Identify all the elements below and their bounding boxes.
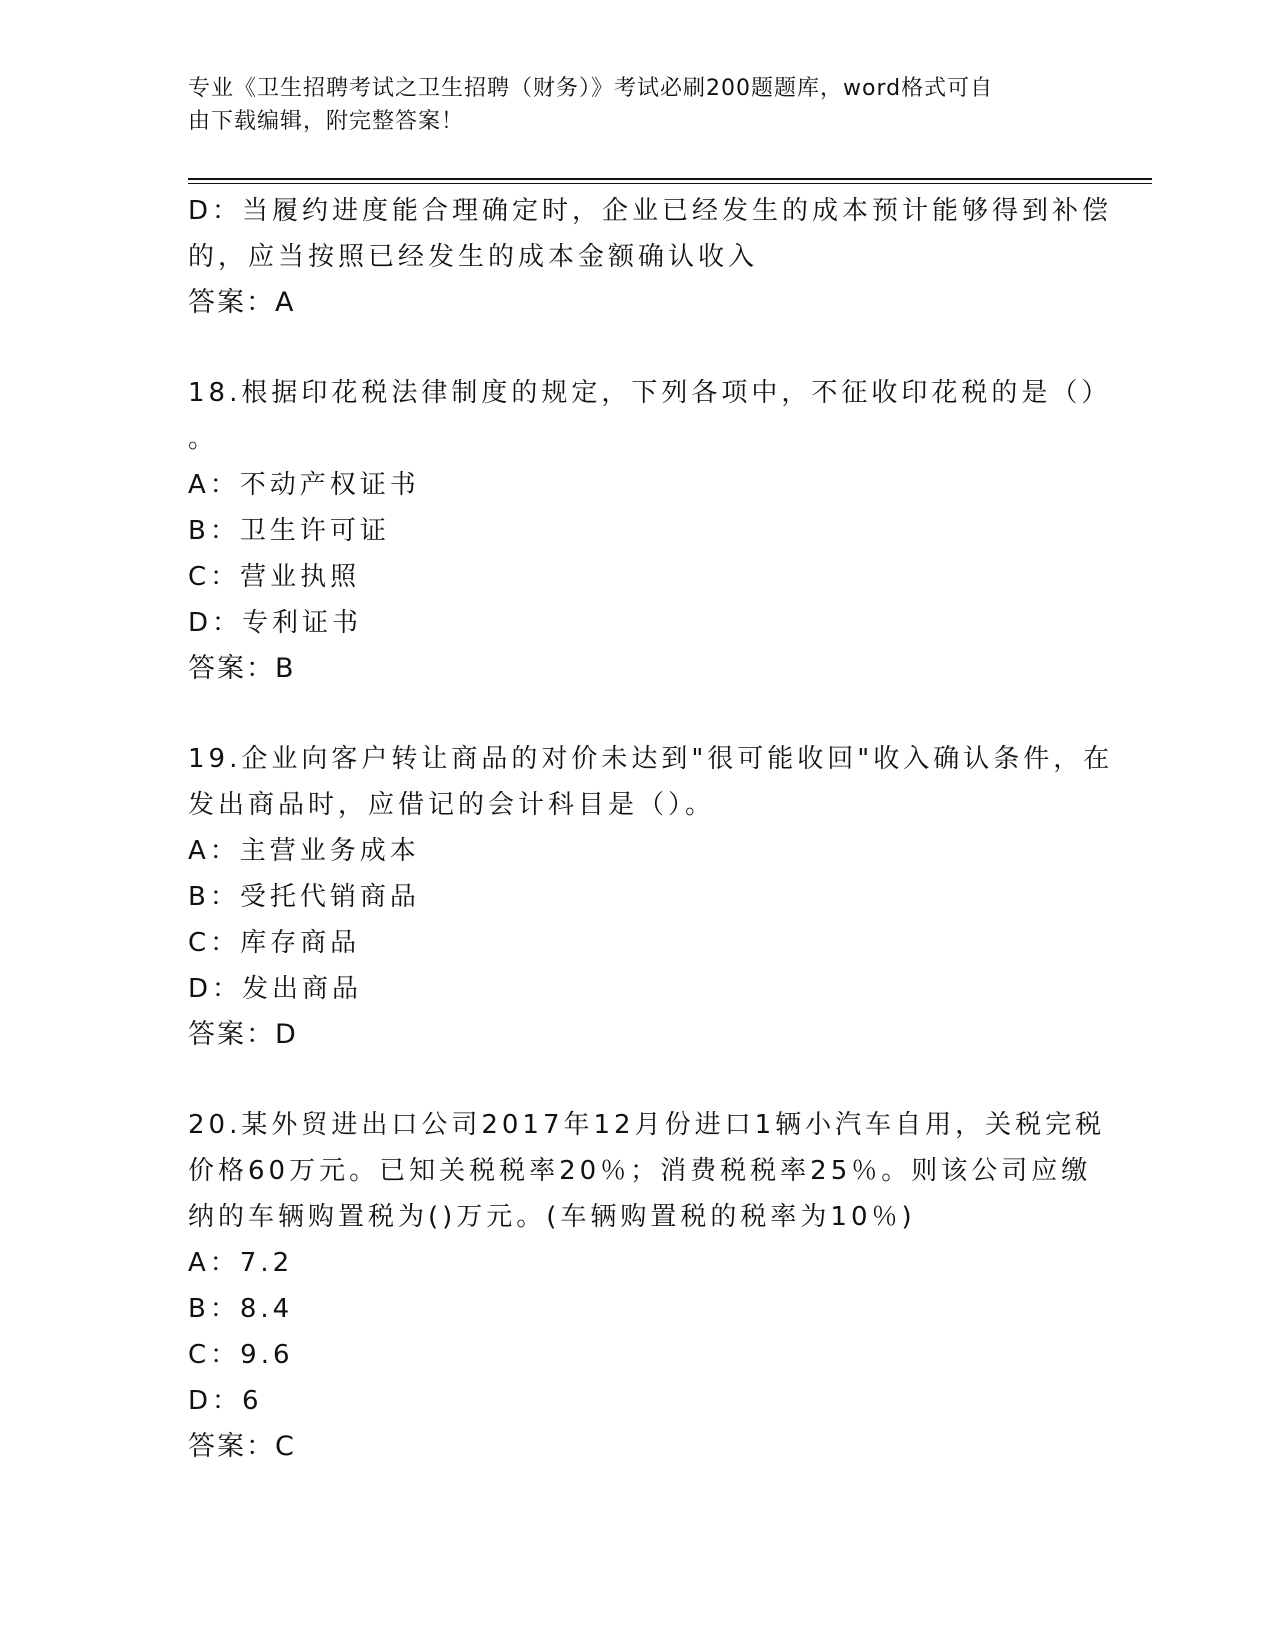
option-d: D：6 — [188, 1386, 263, 1416]
question-stem: 18.根据印花税法律制度的规定，下列各项中，不征收印花税的是（） — [188, 378, 1112, 408]
option-c: C：库存商品 — [188, 928, 361, 958]
question-20 — [188, 1102, 1106, 1470]
answer-label: 答案：C — [188, 1431, 296, 1462]
question-stem-continued: 发出商品时，应借记的会计科目是（）。 — [188, 790, 716, 820]
question-list — [188, 188, 1114, 1470]
question-stem: 20.某外贸进出口公司2017年12月份进口1辆小汽车自用，关税完税 — [188, 1110, 1106, 1140]
answer-label: 答案：A — [188, 287, 296, 318]
answer-label: 答案：D — [188, 1019, 298, 1050]
header-divider-thin — [188, 183, 1152, 184]
question-stem-continued: 。 — [188, 424, 219, 454]
option-b: B：受托代销商品 — [188, 882, 420, 912]
option-d: D：当履约进度能合理确定时，企业已经发生的成本预计能够得到补偿 — [188, 196, 1113, 226]
answer-label: 答案：B — [188, 653, 296, 684]
question-17-tail — [188, 188, 1113, 326]
option-b: B：8.4 — [188, 1294, 294, 1324]
header-divider — [188, 178, 1152, 180]
question-19 — [188, 736, 1114, 1058]
document-header — [188, 72, 1088, 138]
question-18 — [188, 370, 1112, 692]
option-d: D：发出商品 — [188, 974, 363, 1004]
header-line-1: 专业《卫生招聘考试之卫生招聘（财务）》考试必刷200题题库，word格式可自 — [188, 76, 994, 101]
option-b: B：卫生许可证 — [188, 516, 390, 546]
question-stem-continued: 价格60万元。已知关税税率20％；消费税税率25％。则该公司应缴 — [188, 1156, 1092, 1186]
header-line-2: 由下载编辑，附完整答案！ — [188, 109, 465, 134]
option-a: A：7.2 — [188, 1248, 294, 1278]
option-d-continued: 的，应当按照已经发生的成本金额确认收入 — [188, 242, 759, 272]
option-a: A：不动产权证书 — [188, 470, 420, 500]
question-stem: 19.企业向客户转让商品的对价未达到"很可能收回"收入确认条件，在 — [188, 744, 1114, 774]
option-c: C：营业执照 — [188, 562, 361, 592]
option-a: A：主营业务成本 — [188, 836, 420, 866]
question-stem-continued: 纳的车辆购置税为()万元。(车辆购置税的税率为10％) — [188, 1202, 916, 1232]
option-d: D：专利证书 — [188, 608, 363, 638]
option-c: C：9.6 — [188, 1340, 294, 1370]
